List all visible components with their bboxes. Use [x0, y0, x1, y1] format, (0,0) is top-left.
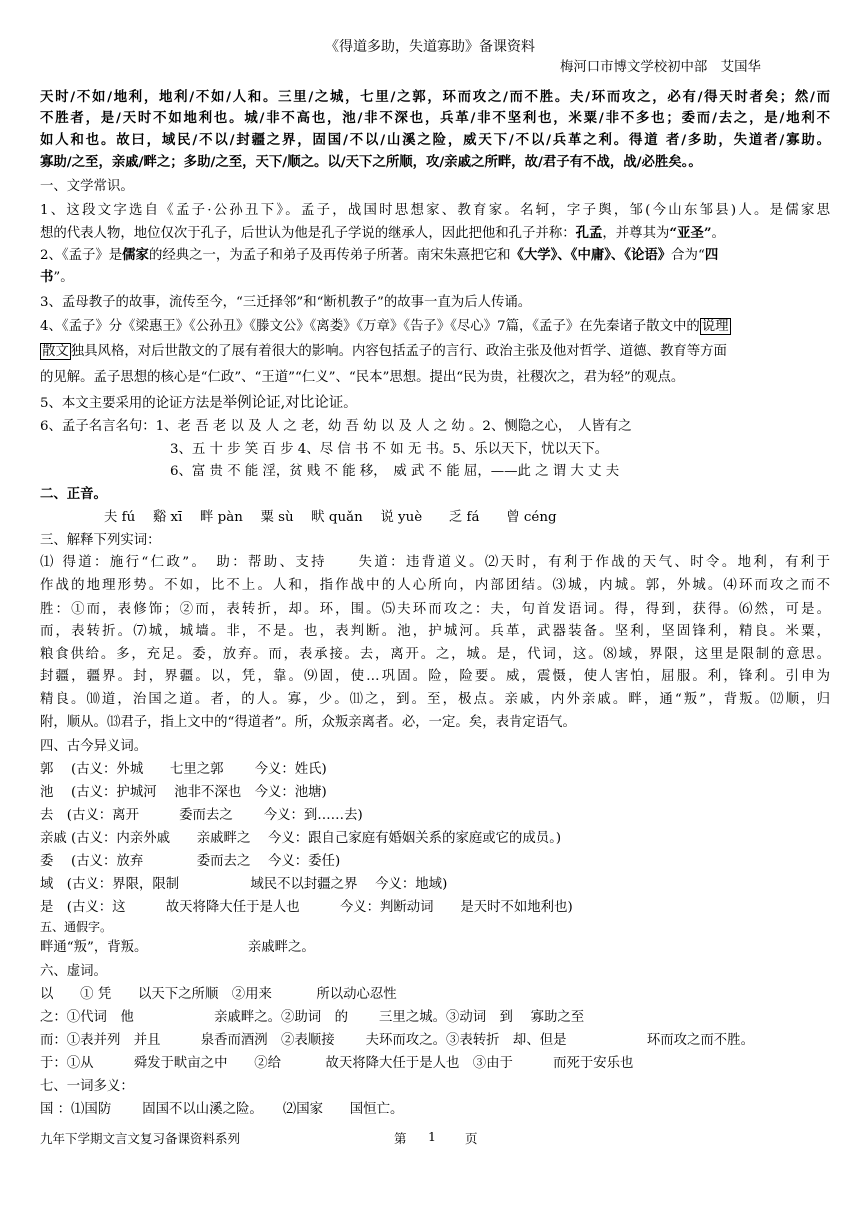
section-heading: 六、虚词。 — [40, 964, 107, 979]
list-item: 域 (古义：界限，限制 域民不以封疆之界 今义：地域) — [40, 877, 448, 892]
footer-page-number: 1 — [428, 1129, 436, 1144]
text-span: “亚圣” — [669, 225, 712, 241]
list-item: 郭 (古义：外城 七里之郭 今义：姓氏) — [40, 762, 327, 777]
text-line — [40, 342, 830, 361]
list-item: 于：①从 舜发于畎亩之中 ②给 故天将降大任于是人也 ③由于 而死于安乐也 — [40, 1056, 634, 1071]
text-span: 5、本文主要采用的论证方法是 — [40, 396, 223, 411]
text-span: ”。 — [53, 270, 74, 285]
footer-page-suffix: 页 — [465, 1131, 478, 1146]
text-span: 儒家 — [122, 247, 149, 263]
passage-line: 天时/不如/地利，地利/不如/人和。三里/之城，七里/之郭，环而攻之/而不胜。夫/环而攻之，必有/得天时者矣；然/而 — [40, 89, 830, 105]
list-item: 是 (古义：这 故天将降大任于是人也 今义：判断动词 是天时不如地利也) — [40, 900, 573, 915]
text-line — [40, 268, 830, 287]
text-span: 举例论证,对比论证 — [222, 395, 344, 411]
section-heading: 二、正音。 — [40, 486, 107, 502]
list-item: 之：①代词 他 亲戚畔之。②助词 的 三里之城。③动词 到 寡助之至 — [40, 1010, 585, 1025]
section-heading: 七、一词多义： — [40, 1079, 134, 1094]
footer-series: 九年下学期文言文复习备课资料系列 — [40, 1131, 241, 1146]
boxed-term: 散文 — [42, 344, 69, 359]
boxed-term: 说理 — [701, 319, 729, 334]
text-line: 而，表转折。⑺城，城墙。非，不是。也，表判断。池，护城河。兵革，武器装备。坚利，坚固锋利，精良。米粟， — [40, 624, 830, 639]
text-line: 1、这段文字选自《孟子·公孙丑下》。孟子，战国时思想家、教育家。名轲，字子舆，邹(今山东邹县)人。是儒家思 — [40, 203, 830, 218]
text-span: 的经典之一，为孟子和弟子及再传弟子所著。南宋朱熹把它和 — [148, 248, 511, 263]
text-line: 6、孟子名言名句：1、老 吾 老 以 及 人 之 老，幼 吾 幼 以 及 人 之 幼 。2、恻隐之心， 人皆有之 — [40, 419, 632, 434]
text-line: 附，顺从。⒀君子，指上文中的“得道者”。所，众叛亲离者。必，一定。矣，表肯定语气。 — [40, 715, 576, 730]
text-line — [40, 317, 830, 336]
text-span: 孔孟 — [575, 225, 603, 241]
text-span: 《大学》、《中庸》、《论语》 — [510, 247, 672, 263]
section-heading: 四、古今异义词。 — [40, 739, 148, 754]
text-line: 畔通“叛”，背叛。 亲戚畔之。 — [40, 940, 315, 955]
section-heading: 一、文学常识。 — [40, 179, 134, 194]
text-line — [40, 224, 830, 243]
text-line: 的见解。孟子思想的核心是“仁政”、“王道”“仁义”、“民本”思想。提出“民为贵，社稷次之，君为轻”的观点。 — [40, 370, 685, 385]
page-title: 《得道多助，失道寡助》备课资料 — [325, 39, 535, 55]
text-span: 合为“ — [671, 248, 705, 263]
passage-line: 不胜者，是/天时不如地利也。城/非不高也，池/非不深也，兵革/非不坚利也，米粟/非不多也；委而/去之，是/地利不 — [40, 110, 830, 126]
list-item: 委 (古义：放弃 委而去之 今义：委任) — [40, 854, 341, 869]
list-item: 去 (古义：离开 委而去之 今义：到……去) — [40, 808, 363, 823]
text-span: 四 — [704, 247, 719, 263]
section-heading: 三、解释下列实词： — [40, 533, 161, 548]
text-span: 。 — [711, 226, 725, 241]
text-span: 。 — [343, 396, 357, 411]
footer-page-prefix: 第 — [394, 1131, 407, 1146]
text-line: 6、富 贵 不 能 淫，贫 贱 不 能 移， 威 武 不 能 屈，——此 之 谓 大 丈 夫 — [170, 464, 620, 479]
text-line: 3、孟母教子的故事，流传至今，“三迁择邻”和“断机教子”的故事一直为后人传诵。 — [40, 295, 532, 310]
text-span: 独具风格，对后世散文的了展有着很大的影响。内容包括孟子的言行、政治主张及他对哲学、道德、教育等方面 — [70, 344, 727, 359]
passage-line: 寡助/之至，亲戚/畔之；多助/之至，天下/顺之。以/天下之所顺，攻/亲戚之所畔，故/君子有不战，战/必胜矣。。 — [40, 154, 702, 170]
text-span: 想的代表人物，地位仅次于孔子，后世认为他是孔子学说的继承人，因此把他和孔子并称： — [40, 226, 576, 241]
passage-line: 如人和也。故曰，域民/不以/封疆之界，固国/不以/山溪之险，威天下/不以/兵革之利。得道 者/多助，失道者/寡助。 — [40, 132, 830, 148]
text-span: 2、《孟子》是 — [40, 248, 123, 263]
text-line: 作战的地理形势。不如，比不上。人和，指作战中的人心所向，内部团结。⑶城，内城。郭，外城。⑷环而攻之而不 — [40, 578, 830, 593]
text-line — [40, 394, 830, 413]
list-item: 以 ① 凭 以天下之所顺 ②用来 所以动心忍性 — [40, 987, 397, 1002]
text-span: 书 — [40, 269, 54, 285]
list-item: 池 (古义：护城河 池非不深也 今义：池塘) — [40, 785, 327, 800]
author-line: 梅河口市博文学校初中部 艾国华 — [560, 60, 761, 75]
text-line: 胜：①而，表修饰；②而，表转折，却。环，围。⑸夫环而攻之：夫，句首发语词。得，得到，获得。⑹然，可是。 — [40, 602, 830, 617]
text-line: 粮食供给。多，充足。委，放弃。而，表承接。去，离开。之，城。是，代词，这。⑻域，界限，这里是限制的意思。 — [40, 647, 830, 662]
list-item: 而：①表并列 并且 泉香而酒洌 ②表顺接 夫环而攻之。③表转折 却、但是 环而攻之而不胜。 — [40, 1033, 754, 1048]
text-line: 3、五 十 步 笑 百 步 4、尽 信 书 不 如 无 书。5、乐以天下，忧以天下。 — [170, 442, 609, 457]
text-line: ⑴ 得道：施行“仁政”。 助：帮助、支持 失道：违背道义。⑵天时，有利于作战的天气、时令。地利，有利于 — [40, 555, 830, 570]
text-span: 4、《孟子》分《梁惠王》《公孙丑》《滕文公》《离娄》《万章》《告子》《尽心》7篇，《孟子》在先秦诸子散文中的 — [40, 319, 700, 334]
text-line: 精良。⑽道，治国之道。者，的人。寡，少。⑾之，到。至，极点。亲戚，内外亲戚。畔，通“叛”，背叛。⑿顺，归 — [40, 692, 830, 707]
text-line — [40, 246, 830, 265]
pronunciation-line: 夫 fú 谿 xī 畔 pàn 粟 sù 畎 quǎn 说 yuè 乏 fá 曾 céng — [104, 510, 557, 525]
text-span: ，并尊其为 — [602, 226, 670, 241]
list-item: 亲戚 (古义：内亲外戚 亲戚畔之 今义：跟自己家庭有婚姻关系的家庭或它的成员。) — [40, 831, 562, 846]
text-line: 国 ：⑴国防 固国不以山溪之险。 ⑵国家 国恒亡。 — [40, 1102, 404, 1117]
text-line: 封疆，疆界。封，界疆。以，凭，靠。⑼固，使…巩固。险，险要。威，震慑，使人害怕，屈服。利，锋利。引申为 — [40, 669, 830, 684]
section-heading: 五、通假字。 — [40, 920, 113, 934]
